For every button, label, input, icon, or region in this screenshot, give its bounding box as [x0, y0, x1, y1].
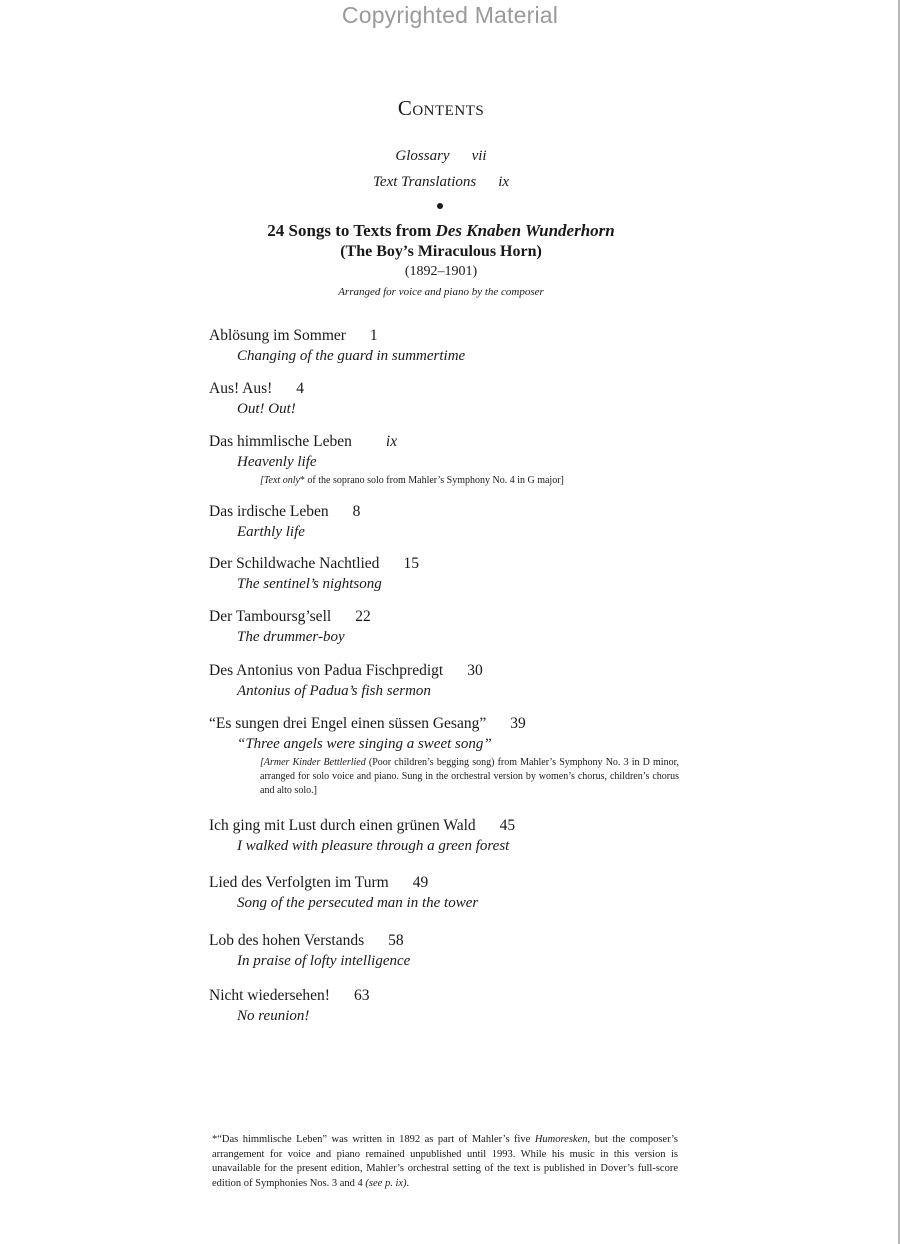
entry-note: [260, 474, 679, 488]
section-bullet: [437, 203, 443, 209]
entry-note: [260, 756, 679, 798]
song-title-english: Changing of the guard in summertime: [237, 348, 466, 364]
page-number: 15: [403, 555, 419, 572]
arranged-note: Arranged for voice and piano by the composer: [338, 286, 544, 298]
collection-subtitle: (The Boy’s Miraculous Horn): [340, 243, 542, 260]
page-number: 22: [355, 608, 371, 625]
song-title-german: Ich ging mit Lust durch einen grünen Wald: [209, 817, 476, 834]
song-title-english: Song of the persecuted man in the tower: [237, 895, 479, 911]
toc-entry[interactable]: [209, 931, 679, 971]
entry-note-text: * of the soprano solo from Mahler’s Symphony No. 4 in G major]: [299, 475, 564, 486]
song-title-german: “Es sungen drei Engel einen süssen Gesang”: [209, 715, 487, 732]
page-number: 8: [352, 503, 361, 520]
song-title-german: Nicht wiedersehen!: [209, 987, 330, 1004]
song-title-english: No reunion!: [237, 1008, 310, 1024]
footnote: [212, 1133, 678, 1191]
collection-title-prefix: 24 Songs to Texts from: [267, 221, 436, 240]
song-title-german: Lied des Verfolgten im Turm: [209, 874, 389, 891]
toc-entry[interactable]: [209, 714, 679, 798]
front-matter-page: ix: [498, 174, 510, 190]
toc-entry[interactable]: [209, 554, 679, 594]
song-title-german: Das irdische Leben: [209, 503, 329, 520]
page-title: Contents: [397, 96, 485, 120]
page-number: 4: [296, 380, 305, 397]
song-title-english: Heavenly life: [237, 454, 317, 470]
song-title-english: In praise of lofty intelligence: [237, 953, 411, 969]
song-title-german: Der Tamboursg’sell: [209, 608, 332, 625]
toc-entry[interactable]: [209, 661, 679, 701]
song-title-german: Lob des hohen Verstands: [209, 932, 365, 949]
toc-entry[interactable]: [209, 326, 679, 366]
front-matter-page: vii: [471, 148, 487, 164]
footnote-text: .: [406, 1177, 410, 1189]
song-title-english: “Three angels were singing a sweet song”: [237, 736, 492, 752]
song-title-english: Out! Out!: [237, 401, 296, 417]
page-number: ix: [385, 433, 398, 450]
front-matter-title: Text Translations: [372, 174, 477, 190]
song-title-english: I walked with pleasure through a green forest: [237, 838, 510, 854]
collection-title-italic: Des Knaben Wunderhorn: [435, 221, 615, 240]
song-title-german: Das himmlische Leben: [209, 433, 352, 450]
song-title-german: Aus! Aus!: [209, 380, 273, 397]
song-title-german: Der Schildwache Nachtlied: [209, 555, 380, 572]
song-title-english: Antonius of Padua’s fish sermon: [237, 683, 431, 699]
toc-entry[interactable]: [209, 379, 679, 419]
front-matter-translations[interactable]: [0, 174, 882, 191]
page-number: 39: [510, 715, 526, 732]
toc-entry[interactable]: [209, 816, 679, 856]
footnote-italic: (see p. ix): [365, 1177, 407, 1189]
front-matter-title: Glossary: [395, 148, 450, 164]
song-title-german: Ablösung im Sommer: [209, 327, 346, 344]
song-title-english: The drummer-boy: [237, 629, 345, 645]
toc-entry[interactable]: [209, 986, 679, 1026]
toc-entry[interactable]: [209, 502, 679, 542]
entry-note-italic: [Armer Kinder Bettlerlied: [260, 757, 366, 768]
page-number: 63: [353, 987, 370, 1004]
song-title-english: Earthly life: [237, 524, 305, 540]
toc-entry[interactable]: [209, 432, 679, 488]
song-title-english: The sentinel’s nightsong: [237, 576, 382, 592]
toc-entry[interactable]: [209, 873, 679, 913]
page-number: 45: [499, 817, 516, 834]
footnote-italic: Humoresken: [534, 1134, 588, 1145]
entry-note-italic: [Text only: [260, 475, 300, 486]
entry-note-text: (Poor children’s begging song) from Mahler’s Symphony No. 3 in D minor, arranged for solo voice and piano. Sung in the orchestral version by women’s chorus, children’s chorus and alto solo.]: [260, 757, 680, 796]
page-number: 49: [412, 874, 429, 891]
front-matter-glossary[interactable]: [0, 148, 882, 165]
collection-title: [0, 221, 882, 241]
footnote-text: , but the composer’s arrangement for voice and piano remained unpublished until 1993. While his music in this version is unavailable for the present edition, Mahler’s orchestral setting of the text is published in Dover’s full-score edition of Symphonies Nos. 3 and 4: [212, 1134, 678, 1189]
toc-entry[interactable]: [209, 607, 679, 647]
footnote-text: *“Das himmlische Leben” was written in 1892 as part of Mahler’s five: [212, 1134, 535, 1145]
song-title-german: Des Antonius von Padua Fischpredigt: [209, 662, 444, 679]
page-number: 58: [388, 932, 404, 949]
collection-years: (1892–1901): [404, 264, 478, 279]
copyright-watermark: Copyrighted Material: [341, 2, 559, 28]
page-number: 1: [369, 327, 378, 344]
page-number: 30: [467, 662, 483, 679]
